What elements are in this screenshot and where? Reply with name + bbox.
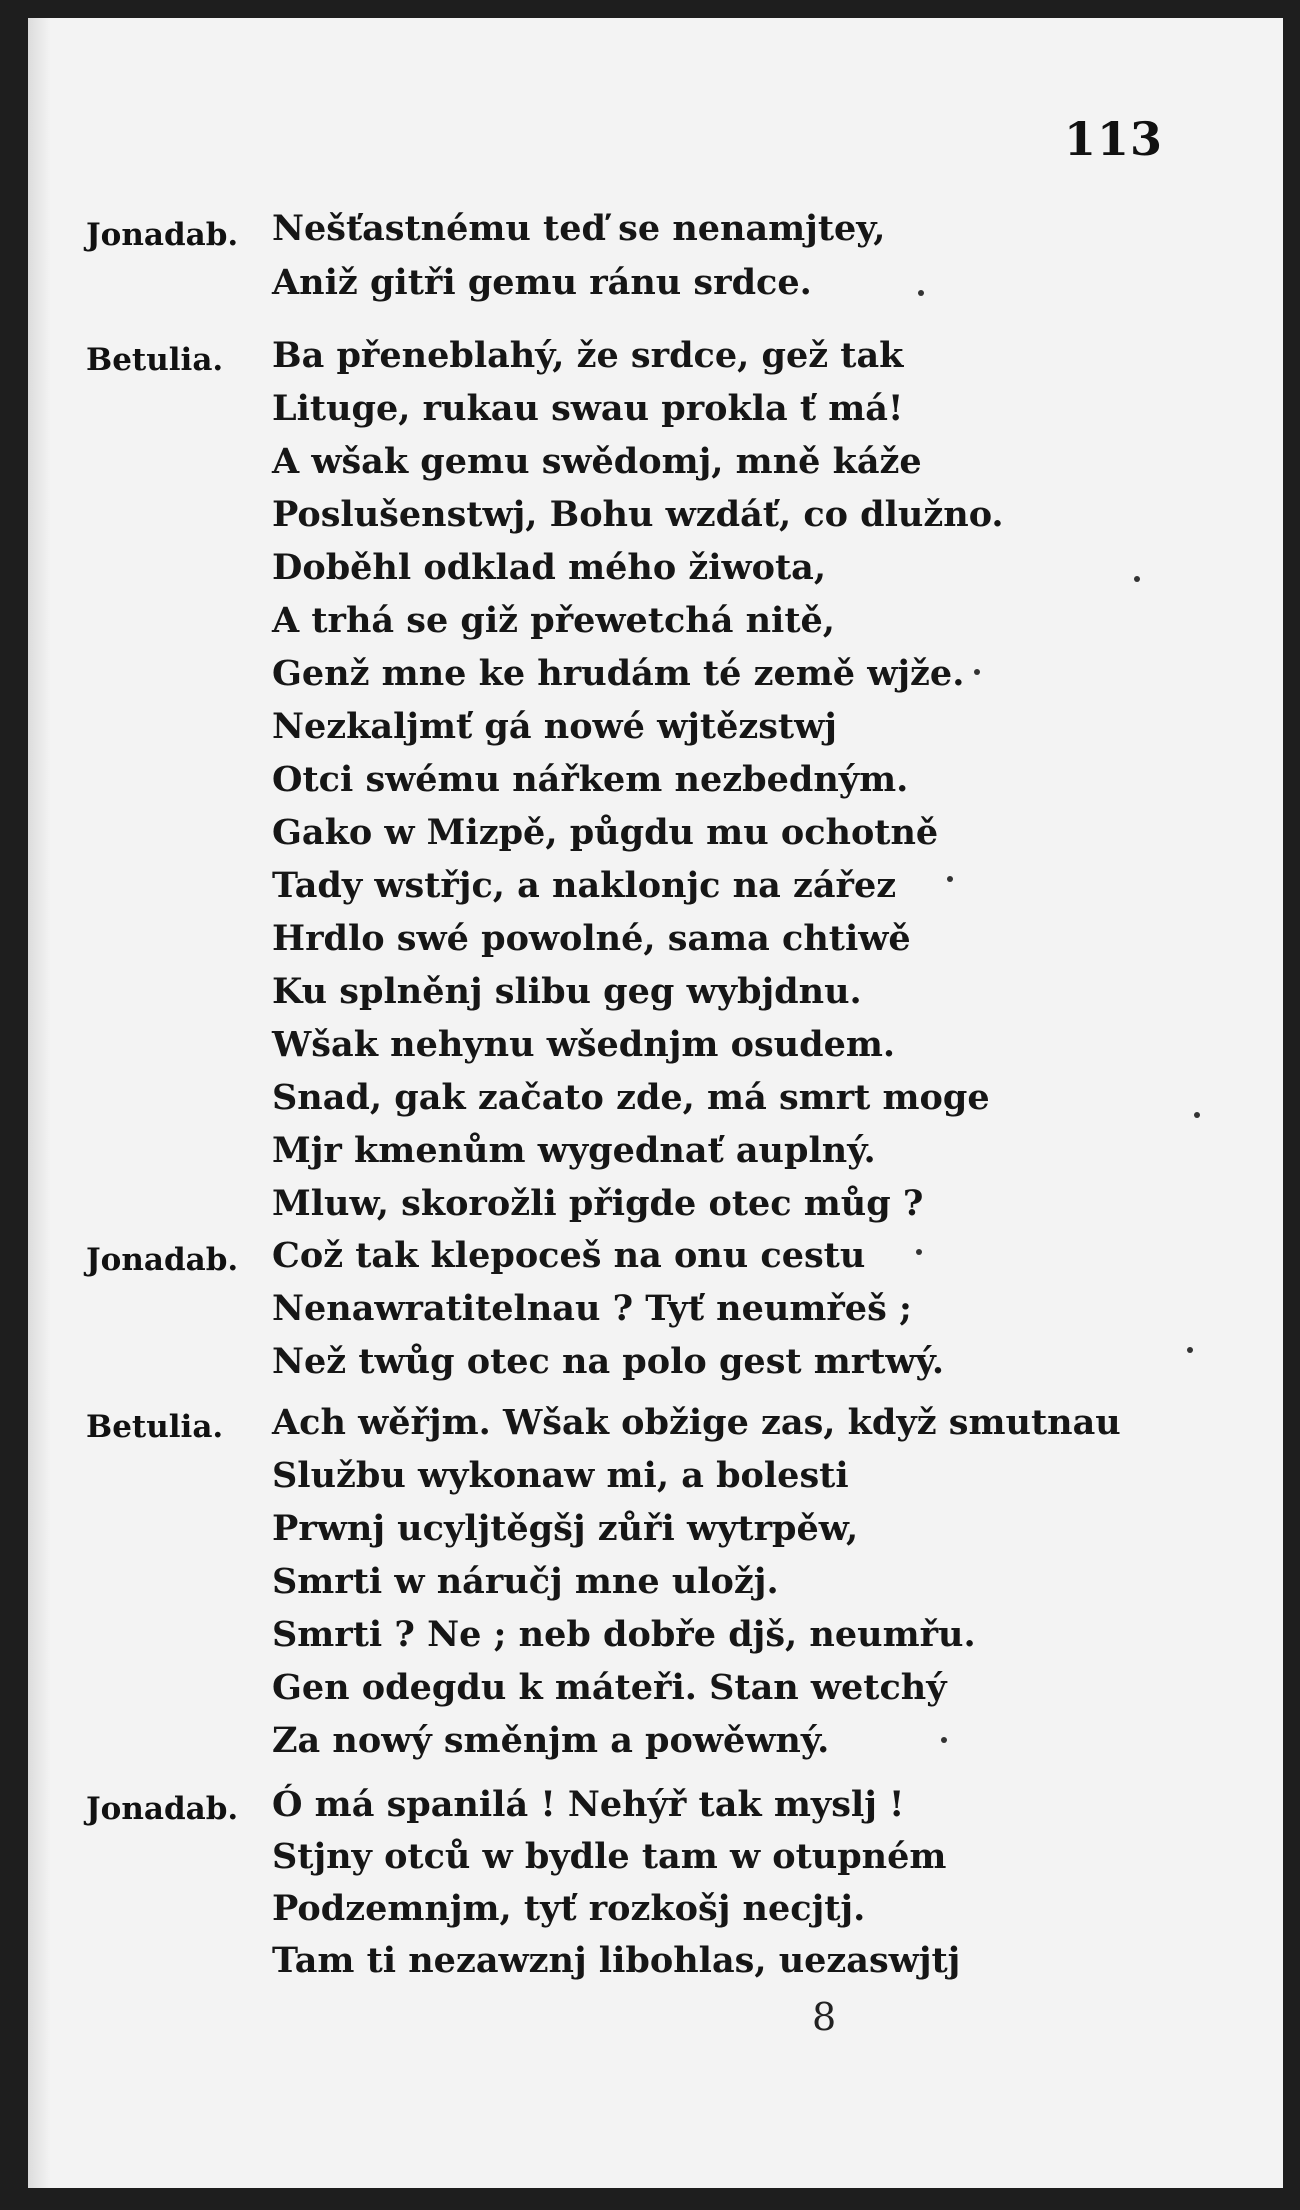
- verse-line: Mluw, skorožli přigde otec můg ?: [272, 1183, 924, 1224]
- verse-line: Nezkaljmť gá nowé wjtězstwj: [272, 706, 837, 747]
- speaker-name: Betulia.: [86, 1409, 224, 1445]
- speaker-name: Jonadab.: [86, 217, 239, 253]
- verse-line: Za nowý směnjm a powěwný.: [272, 1720, 830, 1761]
- verse-line: Nenawratitelnau ? Tyť neumřeš ;: [272, 1288, 912, 1329]
- page-number: 113: [1064, 112, 1164, 166]
- print-speck: [974, 669, 980, 675]
- verse-line: Smrti ? Ne ; neb dobře djš, neumřu.: [272, 1614, 976, 1655]
- verse-line: Snad, gak začato zde, má smrt moge: [272, 1077, 990, 1118]
- verse-line: Než twůg otec na polo gest mrtwý.: [272, 1341, 945, 1382]
- verse-line: Nešťastnému teď se nenamjtey,: [272, 208, 886, 249]
- verse-line: Gako w Mizpě, půgdu mu ochotně: [272, 812, 939, 853]
- verse-line: Ku splněnj slibu geg wybjdnu.: [272, 971, 862, 1012]
- verse-line: Podzemnjm, tyť rozkošj necjtj.: [272, 1888, 866, 1929]
- print-speck: [941, 1737, 947, 1743]
- verse-line: Smrti w náručj mne uložj.: [272, 1561, 779, 1602]
- verse-line: Gen odegdu k máteři. Stan wetchý: [272, 1667, 947, 1708]
- verse-line: Ach wěřjm. Wšak obžige zas, když smutnau: [272, 1402, 1121, 1443]
- speaker-name: Jonadab.: [86, 1242, 239, 1278]
- verse-line: Poslušenstwj, Bohu wzdáť, co dlužno.: [272, 494, 1004, 535]
- print-speck: [1194, 1112, 1200, 1118]
- print-speck: [1134, 576, 1140, 582]
- verse-line: Stjny otců w bydle tam w otupném: [272, 1836, 947, 1877]
- verse-line: Aniž gitři gemu ránu srdce.: [272, 262, 812, 303]
- verse-line: Tam ti nezawznj libohlas, uezaswjtj: [272, 1940, 961, 1981]
- verse-line: Prwnj ucyljtěgšj zůři wytrpěw,: [272, 1508, 859, 1549]
- verse-line: Otci swému nářkem nezbedným.: [272, 759, 909, 800]
- verse-line: A trhá se giž přewetchá nitě,: [272, 600, 835, 641]
- speaker-name: Betulia.: [86, 342, 224, 378]
- verse-line: A wšak gemu swědomj, mně káže: [272, 441, 922, 482]
- print-speck: [918, 290, 924, 296]
- verse-line: Mjr kmenům wygednať auplný.: [272, 1130, 876, 1171]
- verse-line: Wšak nehynu wšednjm osudem.: [272, 1024, 896, 1065]
- page-spine-shadow: [28, 18, 50, 2188]
- speaker-name: Jonadab.: [86, 1791, 239, 1827]
- print-speck: [916, 1249, 922, 1255]
- print-speck: [1187, 1347, 1193, 1353]
- signature-mark: 8: [812, 1995, 837, 2039]
- verse-line: Doběhl odklad mého žiwota,: [272, 547, 827, 588]
- verse-line: Ba přeneblahý, že srdce, gež tak: [272, 335, 904, 376]
- verse-line: Což tak klepoceš na onu cestu: [272, 1235, 866, 1276]
- verse-line: Službu wykonaw mi, a bolesti: [272, 1455, 849, 1496]
- verse-line: Lituge, rukau swau prokla ť má!: [272, 388, 904, 429]
- verse-line: Ó má spanilá ! Nehýř tak myslj !: [272, 1784, 905, 1825]
- verse-line: Hrdlo swé powolné, sama chtiwě: [272, 918, 911, 959]
- print-speck: [947, 876, 953, 882]
- verse-line: Genž mne ke hrudám té země wjže.: [272, 653, 965, 694]
- verse-line: Tady wstřjc, a naklonjc na zářez: [272, 865, 897, 906]
